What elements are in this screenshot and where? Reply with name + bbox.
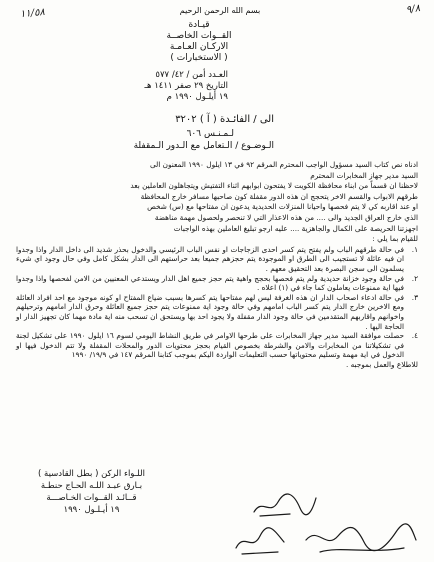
item-number: ٣. [411,292,418,302]
handwritten-note-top-left: ١١/٥٨ [19,6,46,21]
handwritten-note-top-right: ٩/٨ [405,3,421,16]
closing-line: للاطلاع والعمل بموجبه . [345,359,418,369]
letterhead [144,20,254,64]
reference-date-hijri: التاريخ ٢٩ صفر ١٤١١ هـ [144,81,228,91]
letterhead-line-4: ( الاستخبارات ) [170,53,228,63]
signature-title: قــائـد القــوات الخـاصـــة [46,493,137,503]
handwritten-signature-bottom-left [230,522,290,558]
reference-block [145,70,228,103]
item-text: في حالة وجود خزانة حديدية ولم يتم فحصها بحجج واهية يتم حجز جميع اهل الدار ويستدعي المعنيين من الامن لفحصها واذا وجدوا فيها اية ممنوعات يعاملون كما جاء في (١) اعلاه . [16,273,404,293]
body-intro-line: للقيام بما يلي : [372,234,418,244]
instruction-item-3 [16,293,418,331]
signature-rank: اللـواء الركن ( بطل القادسية ) [38,469,145,479]
signature-block [38,468,145,516]
letterhead-line-3: الاركـان العـامـة [169,42,229,52]
body-intro-line: طرقهم الابواب والقسم الاخر يتحجج ان هذه الدور مقفلة كون صاحبها مسافر خارج المحافظة [140,191,418,201]
body-intro-line: السيد مدير جهاز المخابرات المحترم [310,170,418,180]
body-intro-line: اجهزتنا الحريصة على الكمال والجاهزية .... عليه ارجو تبليغ العاملين بهذه الواجبات [173,223,418,233]
item-text: في حالة طرقهم الباب ولم يفتح يتم كسر احدى الزجاجات او نفس الباب الرئيسي والدخول بحذر شديد الى داخل الدار واذا وجدوا ان فيه عائلة لا تستجيب الى الطرق او الموجودة يتم حجزهم جميعا بعد حراستهم الى الدار بشكل كامل وفي حال وجود اي شيء يسلمون الى سجن البصرة بعد التحقيق معهم . [16,244,404,273]
reference-number: العـدد أمن / ٤٢/ ٥٧٧ [155,70,228,80]
item-text: حصلت موافقة السيد مدير جهاز المخابرات على طرحها الاوامر في طريق النشاط اليومي لسوم ١٦ ايلول ١٩٩٠ على تشكيل لجنة في تشكيلاتنا من المخابرات والامن والشرطة بخصوص القيام بحجز محتويات الدور والمحلات المقفلة ولا تتم الدخول فيها او الدخول في اية مهمة وتسليم محتوياتها حسب التعليمات الواردة اليكم بموجب كتابنا المرقم ١٤٧ في ١٩/٩/ ١٩٩٠ [16,331,404,360]
instruction-item-1 [16,245,418,274]
item-number: ١. [411,244,418,254]
body-intro-line: لاحظنا ان قسماً من ابناء محافظة الكويت لا يفتحون ابوابهم اثناء التفتيش ويتجاهلون العاملين بعد [130,181,418,191]
letterhead-line-2: القــوات الخاصــة [166,31,232,41]
instruction-item-4 [16,331,418,360]
handwritten-signature-bottom-right [300,520,420,560]
item-number: ٤. [411,331,418,341]
letterhead-line-1: قيـادة [188,20,210,30]
handwritten-signature-middle [250,490,320,520]
body-intro-line: ادناه نص كتاب السيد مسؤول الواجب المحترم المرقم ٩٢ في ١٣ ايلول ١٩٩٠ المعنون الى [149,160,418,169]
signature-name: بـارق عبـد اللـه الحـاج حنطـة [40,481,143,491]
addressee-to: الى / الفائـدة ( آ ) ٣٢٠٢ [175,114,274,125]
subject-line: الـوضـوع / الـتعامل مع الـدور الـمقفلة [133,141,274,151]
item-number: ٢. [411,273,418,283]
signature-date: ١٩ أيـلـول ١٩٩٠ [63,505,120,515]
body-intro-line: الذي خارج العراق الجديد والى .... من هذه الاعذار التي لا تنحصر ولحصول مهمة مناهضة [154,212,418,222]
item-text: في حالة ادعاء اصحاب الدار ان هذه الغرفة ليس لهم مفتاحها يتم كسرها بسبب ضياع المفتاح او كونه موجود مع احد افراد العائلة ومع الاخرين خارج الدار يتم كسر الباب امامهم وفي حالة وجود اية ممنوعات يتم حجز جميع العائلة وحرق الدار امامهم وترحيلهم واخوانهم واقاربهم المتقدمين في حالة وجود الدار مقفلة ولا يجود احد بها ويستحق ان تسحب منه اية مادة مهما كان تجهيز الدار او الحاجة اليها . [16,292,404,331]
addressee-attention: لـمـنـس ٦٠٦ [186,129,234,139]
body-intro-line: او عند اقاربه كي لا يتم فحصها واحيانا المنزلات الحديدية يدعون ان مفتاحها مع (س) شخص [147,202,418,212]
letter-body [16,160,418,370]
instruction-item-2 [16,274,418,293]
bismillah-heading: بسم الله الرحمن الرحيم [179,6,261,15]
reference-date-gregorian: ١٩ أيلـول ١٩٩٠ م [166,92,228,102]
